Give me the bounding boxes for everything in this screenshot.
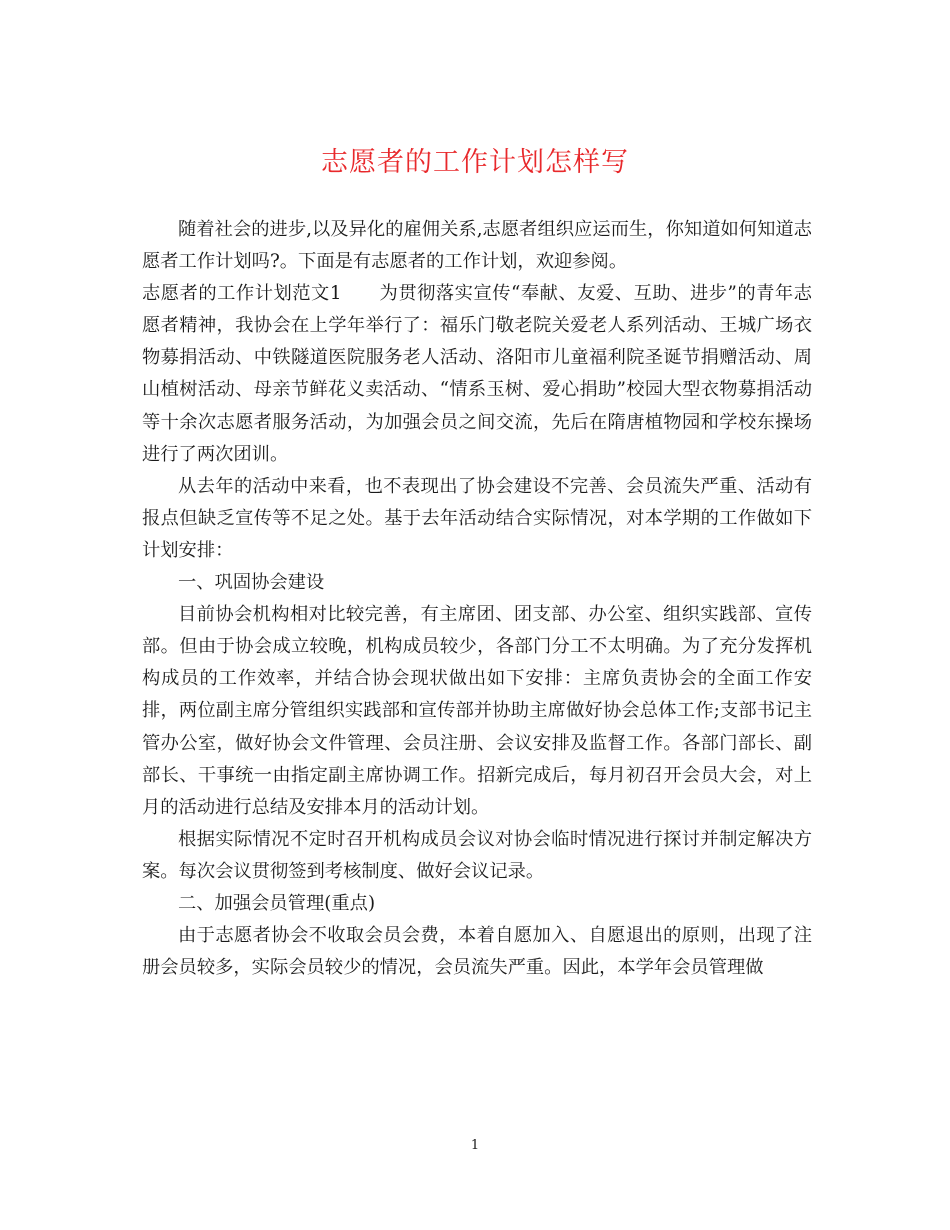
document-title: 志愿者的工作计划怎样写: [321, 147, 629, 178]
reflection-paragraph: 从去年的活动中来看，也不表现出了协会建设不完善、会员流失严重、活动有报点但缺乏宣传等不足之处。基于去年活动结合实际情况，对本学期的工作做如下计划安排：: [142, 475, 812, 561]
page-number: 1: [470, 1138, 480, 1153]
section-heading-1: 一、巩固协会建设: [178, 572, 325, 594]
intro-paragraph: 随着社会的进步,以及异化的雇佣关系,志愿者组织应运而生，你知道如何知道志愿者工作计划吗?。下面是有志愿者的工作计划，欢迎参阅。: [142, 219, 812, 273]
document-body: [142, 214, 812, 984]
section-heading-2: 二、加强会员管理(重点): [178, 892, 376, 914]
sample-paragraph: 志愿者的工作计划范文1 为贯彻落实宣传“奉献、友爱、互助、进步”的青年志愿者精神，我协会在上学年举行了：福乐门敬老院关爱老人系列活动、王城广场衣物募捐活动、中铁隧道医院服务老人活动、洛阳市儿童福利院圣诞节捐赠活动、周山植树活动、母亲节鲜花义卖活动、“情系玉树、爱心捐助”校园大型衣物募捐活动等十余次志愿者服务活动，为加强会员之间交流，先后在隋唐植物园和学校东操场进行了两次团训。: [142, 283, 812, 465]
member-paragraph: 由于志愿者协会不收取会员会费，本着自愿加入、自愿退出的原则，出现了注册会员较多，实际会员较少的情况，会员流失严重。因此，本学年会员管理做: [142, 925, 812, 979]
meeting-paragraph: 根据实际情况不定时召开机构成员会议对协会临时情况进行探讨并制定解决方案。每次会议贯彻签到考核制度、做好会议记录。: [142, 828, 812, 882]
organization-paragraph: 目前协会机构相对比较完善，有主席团、团支部、办公室、组织实践部、宣传部。但由于协会成立较晚，机构成员较少，各部门分工不太明确。为了充分发挥机构成员的工作效率，并结合协会现状做出如下安排：主席负责协会的全面工作安排，两位副主席分管组织实践部和宣传部并协助主席做好协会总体工作;支部书记主管办公室，做好协会文件管理、会员注册、会议安排及监督工作。各部门部长、副部长、干事统一由指定副主席协调工作。招新完成后，每月初召开会员大会，对上月的活动进行总结及安排本月的活动计划。: [142, 604, 812, 818]
